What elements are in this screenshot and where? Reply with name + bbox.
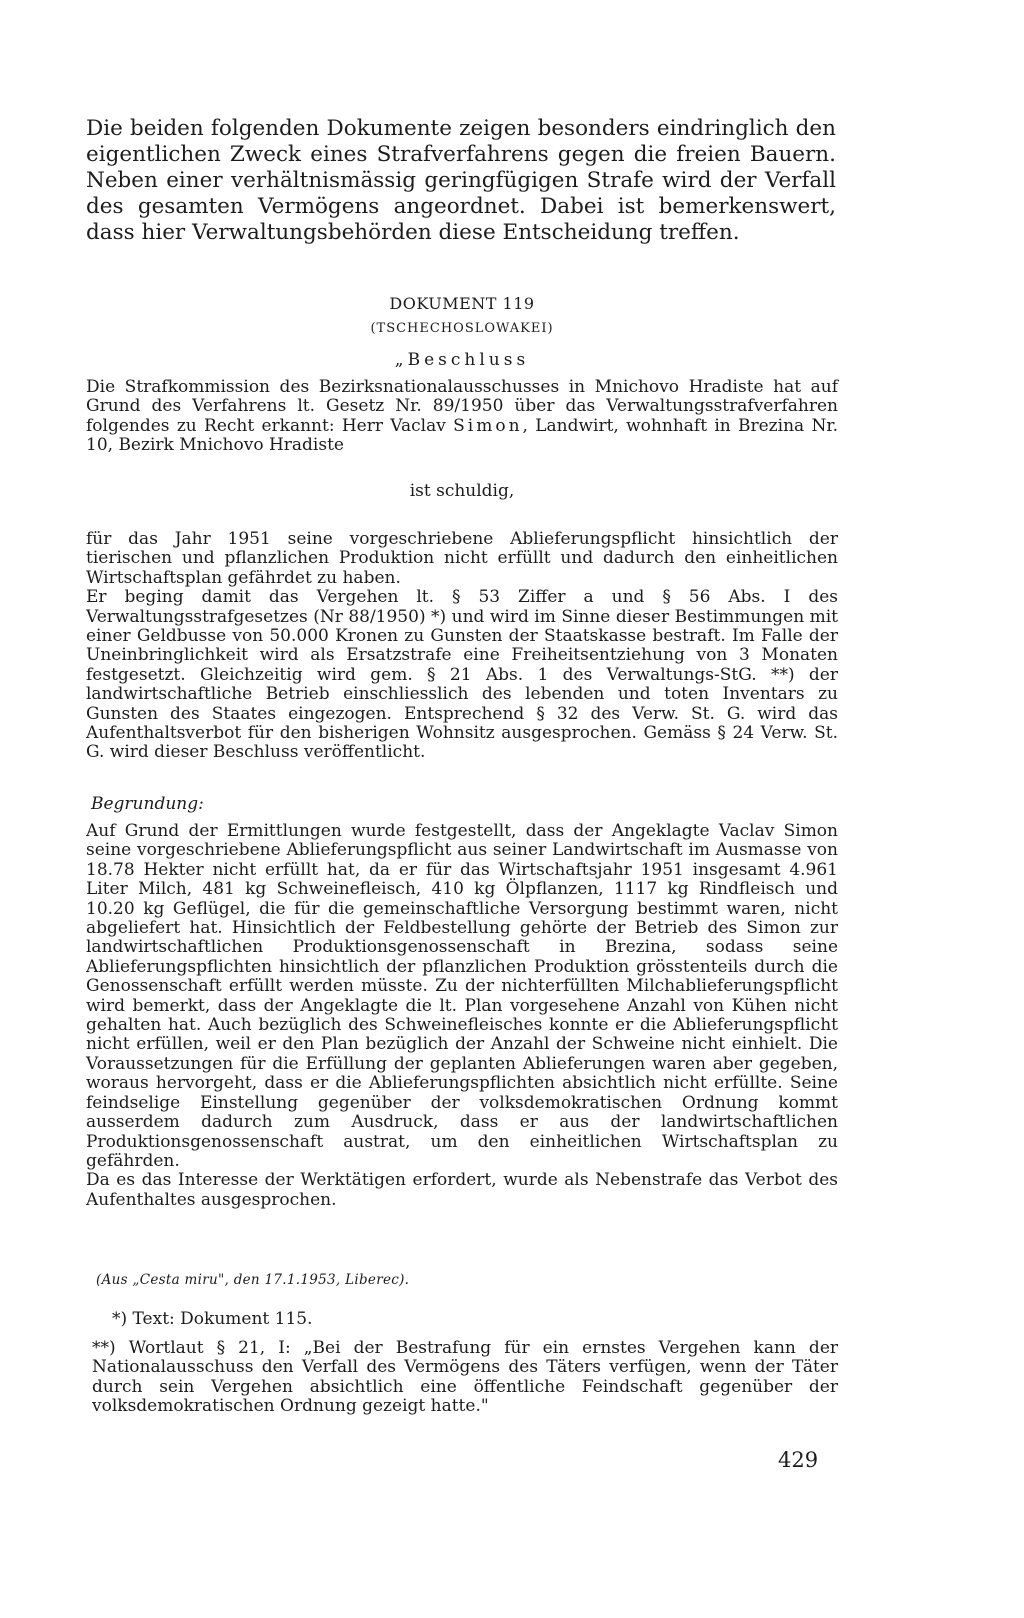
accused-name: Simon: [453, 415, 523, 436]
reasons-paragraph: Auf Grund der Ermittlungen wurde festgestellt, dass der Angeklagte Vaclav Simon seine vorgeschriebene Ablieferungspflicht aus seiner Landwirtschaft im Ausmasse von 18.78 Hekter nicht erfüllt hat, da er für das Wirtschaftsjahr 1951 insgesamt 4.961 Liter Milch, 481 kg Schweinefleisch, 410 kg Ölpflanzen, 1117 kg Rindfleisch und 10.20 kg Geflügel, die für die gemeinschaftliche Versorgung bestimmt waren, nicht abgeliefert hat. Hinsichtlich der Feldbestellung gehörte der Betrieb des Simon zur landwirtschaftlichen Produktionsgenossenschaft in Brezina, sodass seine Ablieferungspflichten hinsichtlich der pflanzlichen Produktion grösstenteils durch die Genossenschaft erfüllt werden müsste. Zu der nichterfüllten Milchablieferungspflicht wird bemerkt, dass der Angeklagte die lt. Plan vorgesehene Anzahl von Kühen nicht gehalten hat. Auch bezüglich des Schweinefleisches konnte er die Ablieferungspflicht nicht erfüllen, weil er den Plan bezüglich der Anzahl der Schweine nicht einhielt. Die Voraussetzungen für die Erfüllung der geplanten Ablieferungen waren aber gegeben, woraus hervorgeht, dass er die Ablieferungspflichten absichtlich nicht erfüllte. Seine feindselige Einstellung gegenüber der volksdemokratischen Ordnung kommt ausserdem dadurch zum Ausdruck, dass er aus der landwirtschaftlichen Produktionsgenossenschaft austrat, um den einheitlichen Wirtschaftsplan zu gefährden.: [86, 821, 838, 1171]
decision-intro-text-end: , Landwirt, wohnhaft in Brezina Nr. 10, Bezirk Mnichovo Hradiste: [86, 415, 838, 456]
decision-paragraph: für das Jahr 1951 seine vorgeschriebene Ablieferungspflicht hinsichtlich der tierischen und pflanzlichen Produktion nicht erfüllt und dadurch den einheitlichen Wirtschaftsplan gefährdet zu haben.: [86, 529, 838, 588]
footnote-2: **) Wortlaut § 21, I: „Bei der Bestrafung für ein ernstes Vergehen kann der Nationalausschuss den Verfall des Vermögens des Täters verfügen, wenn der Täter durch sein Vergehen absichtlich eine öffentliche Feindschaft gegenüber der volksdemokratischen Ordnung gezeigt hatte.": [92, 1338, 838, 1417]
penalty-paragraph: Er beging damit das Vergehen lt. § 53 Ziffer a und § 56 Abs. I des Verwaltungsstrafgesetzes (Nr 88/1950) *) und wird im Sinne dieser Bestimmungen mit einer Geldbusse von 50.000 Kronen zu Gunsten der Staatskasse bestraft. Im Falle der Uneinbringlichkeit wird als Ersatzstrafe eine Freiheitsentziehung von 3 Monaten festgesetzt. Gleichzeitig wird gem. § 21 Abs. 1 des Verwaltungs-StG. **) der landwirtschaftliche Betrieb einschliesslich des lebenden und toten Inventars zu Gunsten des Staates eingezogen. Entsprechend § 32 des Verw. St. G. wird das Aufenthaltsverbot für den bisherigen Wohnsitz ausgesprochen. Gemäss § 24 Verw. St. G. wird dieser Beschluss veröffentlicht.: [86, 587, 838, 763]
decision-intro-paragraph: [86, 378, 838, 456]
reasons-body: [86, 822, 838, 1210]
decision-body: [86, 530, 838, 763]
reasons-heading: Begrundung:: [91, 794, 204, 814]
document-title: DOKUMENT 119: [389, 294, 535, 313]
page-number: 429: [778, 1448, 819, 1472]
intro-paragraph: Die beiden folgenden Dokumente zeigen besonders eindringlich den eigentlichen Zweck eines Strafverfahrens gegen die freien Bauern. Neben einer verhältnismässig geringfügigen Strafe wird der Verfall des gesamten Vermögens angeordnet. Dabei ist bemerkenswert, dass hier Verwaltungsbehörden diese Entscheidung treffen.: [86, 116, 836, 245]
decision-intro-text: Die Strafkommission des Bezirksnationalausschusses in Mnichovo Hradiste hat auf Grund des Verfahrens lt. Gesetz Nr. 89/1950 über das Verwaltungsstrafverfahren folgendes zu Recht erkannt: Herr Vaclav: [86, 377, 838, 436]
document-heading: „Beschluss: [394, 350, 530, 370]
source-citation: (Aus „Cesta miru", den 17.1.1953, Liberec).: [96, 1272, 410, 1288]
reasons-paragraph-2: Da es das Interesse der Werktätigen erfordert, wurde als Nebenstrafe das Verbot des Aufenthaltes ausgesprochen.: [86, 1170, 838, 1210]
verdict: ist schuldig,: [409, 481, 515, 501]
footnote-1: *) Text: Dokument 115.: [112, 1309, 313, 1329]
document-country: (TSCHECHOSLOWAKEI): [370, 321, 554, 336]
